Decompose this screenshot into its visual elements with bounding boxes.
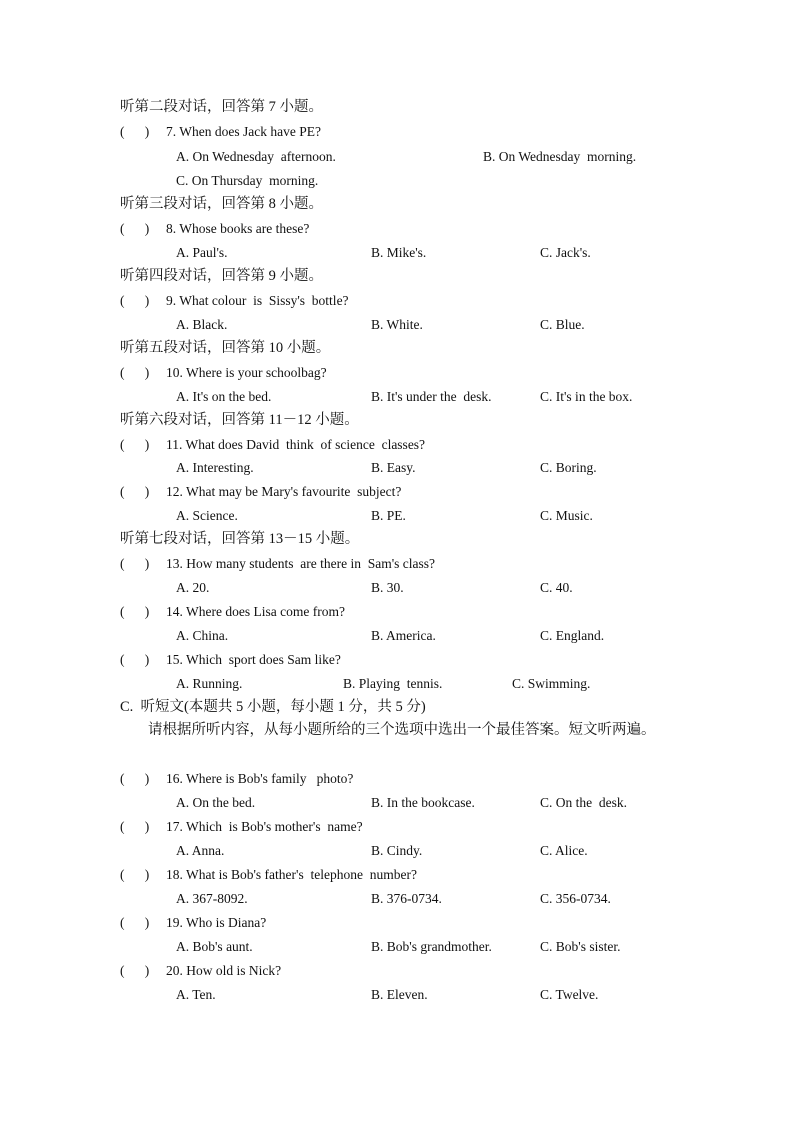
question-stem: 14. Where does Lisa come from? [166, 604, 345, 619]
question-stem: 16. Where is Bob's family photo? [166, 771, 354, 786]
option-b: B. 30. [371, 580, 404, 595]
question-stem: 13. How many students are there in Sam's class? [166, 556, 435, 571]
answer-blank[interactable]: ( ) [120, 484, 150, 499]
answer-blank[interactable]: ( ) [120, 437, 150, 452]
question-stem: 7. When does Jack have PE? [166, 124, 321, 139]
part-c-title: C. 听短文(本题共 5 小题，每小题 1 分，共 5 分) [120, 699, 426, 715]
option-a: A. On Wednesday afternoon. [176, 149, 336, 164]
answer-blank[interactable]: ( ) [120, 293, 150, 308]
answer-blank[interactable]: ( ) [120, 771, 150, 786]
section-heading: 听第四段对话，回答第 9 小题。 [120, 268, 323, 284]
option-b: B. On Wednesday morning. [483, 149, 637, 164]
question-stem: 17. Which is Bob's mother's name? [166, 819, 363, 834]
section-heading: 听第五段对话，回答第 10 小题。 [120, 340, 331, 356]
question-stem: 18. What is Bob's father's telephone number? [166, 867, 417, 882]
option-c: C. On the desk. [540, 795, 627, 810]
question-8 [120, 220, 309, 238]
option-c: C. Twelve. [540, 987, 599, 1002]
option-b: B. PE. [371, 508, 406, 523]
option-b: B. White. [371, 317, 423, 332]
option-c: C. 356-0734. [540, 891, 611, 906]
question-14 [120, 603, 345, 621]
option-c: C. 40. [540, 580, 573, 595]
question-7 [120, 123, 321, 141]
question-20 [120, 962, 281, 980]
question-stem: 8. Whose books are these? [166, 221, 310, 236]
question-stem: 9. What colour is Sissy's bottle? [166, 293, 349, 308]
question-16 [120, 770, 353, 788]
option-c: C. Boring. [540, 460, 597, 475]
option-b: B. In the bookcase. [371, 795, 475, 810]
option-c: C. England. [540, 628, 605, 643]
answer-blank[interactable]: ( ) [120, 652, 150, 667]
option-c: C. Blue. [540, 317, 585, 332]
option-a: A. China. [176, 628, 229, 643]
option-b: B. Eleven. [371, 987, 428, 1002]
option-a: A. Anna. [176, 843, 225, 858]
option-a: A. Paul's. [176, 245, 228, 260]
part-c-instruction: 请根据所听内容，从每小题所给的三个选项中选出一个最佳答案。短文听两遍。 [148, 722, 656, 738]
option-a: A. Interesting. [176, 460, 254, 475]
option-c: C. Bob's sister. [540, 939, 621, 954]
section-heading: 听第七段对话，回答第 13－15 小题。 [120, 531, 360, 547]
option-c: C. It's in the box. [540, 389, 633, 404]
option-b: B. Mike's. [371, 245, 427, 260]
option-c: C. On Thursday morning. [176, 173, 319, 188]
option-a: A. Bob's aunt. [176, 939, 253, 954]
question-10 [120, 364, 327, 382]
option-c: C. Swimming. [512, 676, 591, 691]
option-a: A. It's on the bed. [176, 389, 272, 404]
question-17 [120, 818, 363, 836]
option-a: A. 367-8092. [176, 891, 248, 906]
option-a: A. 20. [176, 580, 210, 595]
question-stem: 20. How old is Nick? [166, 963, 282, 978]
question-stem: 10. Where is your schoolbag? [166, 365, 327, 380]
option-b: B. 376-0734. [371, 891, 442, 906]
option-b: B. America. [371, 628, 436, 643]
option-c: C. Music. [540, 508, 593, 523]
answer-blank[interactable]: ( ) [120, 963, 150, 978]
question-13 [120, 555, 435, 573]
option-b: B. Cindy. [371, 843, 423, 858]
answer-blank[interactable]: ( ) [120, 124, 150, 139]
section-heading: 听第三段对话，回答第 8 小题。 [120, 196, 323, 212]
answer-blank[interactable]: ( ) [120, 604, 150, 619]
question-18 [120, 866, 417, 884]
option-c: C. Jack's. [540, 245, 591, 260]
section-heading: 听第六段对话，回答第 11－12 小题。 [120, 412, 359, 428]
option-a: A. On the bed. [176, 795, 256, 810]
answer-blank[interactable]: ( ) [120, 819, 150, 834]
option-a: A. Running. [176, 676, 243, 691]
option-c: C. Alice. [540, 843, 588, 858]
option-a: A. Ten. [176, 987, 216, 1002]
question-stem: 11. What does David think of science classes? [166, 437, 426, 452]
answer-blank[interactable]: ( ) [120, 221, 150, 236]
question-11 [120, 436, 425, 454]
answer-blank[interactable]: ( ) [120, 915, 150, 930]
question-stem: 15. Which sport does Sam like? [166, 652, 341, 667]
question-stem: 12. What may be Mary's favourite subject? [166, 484, 402, 499]
option-b: B. Playing tennis. [343, 676, 443, 691]
option-b: B. Bob's grandmother. [371, 939, 492, 954]
option-a: A. Black. [176, 317, 228, 332]
answer-blank[interactable]: ( ) [120, 365, 150, 380]
question-stem: 19. Who is Diana? [166, 915, 267, 930]
answer-blank[interactable]: ( ) [120, 867, 150, 882]
section-heading: 听第二段对话，回答第 7 小题。 [120, 99, 323, 115]
option-b: B. Easy. [371, 460, 416, 475]
option-b: B. It's under the desk. [371, 389, 492, 404]
question-12 [120, 483, 401, 501]
question-15 [120, 651, 341, 669]
option-a: A. Science. [176, 508, 238, 523]
question-9 [120, 292, 349, 310]
question-19 [120, 914, 266, 932]
answer-blank[interactable]: ( ) [120, 556, 150, 571]
